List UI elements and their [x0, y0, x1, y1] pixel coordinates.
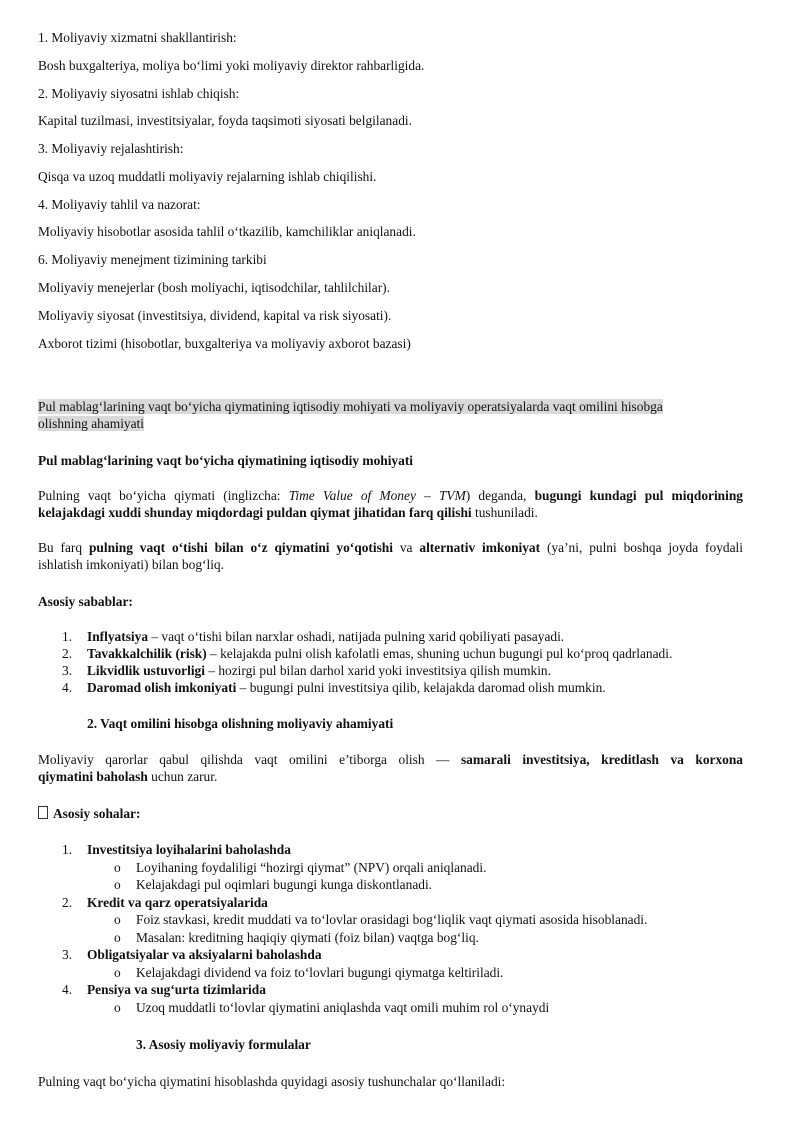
bullet-icon: o — [114, 1000, 121, 1015]
text-line: Bosh buxgalteriya, moliya bo‘limi yoki moliyaviy direktor rahbarligida. — [38, 58, 425, 73]
list-item: Obligatsiyalar va aksiyalarni baholashda — [87, 947, 322, 962]
bullet-icon: o — [114, 877, 121, 892]
text-line: 6. Moliyaviy menejment tizimining tarkibi — [38, 252, 267, 267]
highlighted-title-line1: Pul mablag‘larining vaqt bo‘yicha qiymatining iqtisodiy mohiyati va moliyaviy operatsiyalarda vaqt omilini hisobga — [38, 399, 663, 414]
section-heading: Pul mablag‘larining vaqt bo‘yicha qiymatining iqtisodiy mohiyati — [38, 453, 413, 468]
text-line: Moliyaviy menejerlar (bosh moliyachi, iqtisodchilar, tahlilchilar). — [38, 280, 390, 295]
list-item: Pensiya va sug‘urta tizimlarida — [87, 982, 266, 997]
highlighted-title-cont — [38, 415, 144, 432]
text-line: 2. Moliyaviy siyosatni ishlab chiqish: — [38, 86, 240, 101]
bullet-icon: o — [114, 912, 121, 927]
text-line: Axborot tizimi (hisobotlar, buxgalteriya va moliyaviy axborot bazasi) — [38, 336, 411, 351]
difference-paragraph: Bu farq pulning vaqt o‘tishi bilan o‘z qiymatini yo‘qotishi va alternativ imkoniyat (ya’ni, pulni boshqa joyda foydali — [38, 540, 743, 555]
text-line: Pulning vaqt bo‘yicha qiymatini hisoblashda quyidagi asosiy tushunchalar qo‘llaniladi: — [38, 1074, 506, 1089]
tvm-paragraph: Pulning vaqt bo‘yicha qiymati (inglizcha: Time Value of Money – TVM) deganda, bugungi kundagi pul miqdorining — [38, 488, 743, 503]
bullet-icon: o — [114, 965, 121, 980]
list-item: Kredit va qarz operatsiyalarida — [87, 895, 268, 910]
text-line: Kapital tuzilmasi, investitsiyalar, foyda taqsimoti siyosati belgilanadi. — [38, 113, 412, 128]
bullet-icon: o — [114, 860, 121, 875]
sub-list-item: Foiz stavkasi, kredit muddati va to‘lovlar orasidagi bog‘liqlik vaqt qiymati asosida hisoblanadi. — [136, 912, 648, 927]
list-item: Daromad olish imkoniyati – bugungi pulni investitsiya qilib, kelajakda daromad olish mumkin. — [87, 680, 606, 695]
list-number: 3. — [62, 663, 73, 678]
tvm-paragraph-cont: kelajakdagi xuddi shunday miqdordagi puldan qiymat jihatidan farq qilishi tushuniladi. — [38, 505, 538, 520]
section-heading: 3. Asosiy moliyaviy formulalar — [136, 1037, 311, 1052]
list-item: Inflyatsiya – vaqt o‘tishi bilan narxlar oshadi, natijada pulning xarid qobiliyati pasayadi. — [87, 629, 565, 644]
list-number: 1. — [62, 842, 73, 857]
bullet-icon: o — [114, 930, 121, 945]
text-line: Moliyaviy siyosat (investitsiya, dividend, kapital va risk siyosati). — [38, 308, 392, 323]
decision-paragraph-cont: qiymatini baholash uchun zarur. — [38, 769, 218, 784]
decision-paragraph: Moliyaviy qarorlar qabul qilishda vaqt omilini e’tiborga olish — samarali investitsiya, kreditlash va korxona — [38, 752, 743, 767]
list-item: Likvidlik ustuvorligi – hozirgi pul bilan darhol xarid yoki investitsiya qilish mumkin. — [87, 663, 551, 678]
highlighted-title-line2: olishning ahamiyati — [38, 416, 144, 431]
list-item: Tavakkalchilik (risk) – kelajakda pulni olish kafolatli emas, shuning uchun bugungi pul ko‘proq qadrlanadi. — [87, 646, 673, 661]
section-heading: 2. Vaqt omilini hisobga olishning moliyaviy ahamiyati — [87, 716, 394, 731]
text-line: 3. Moliyaviy rejalashtirish: — [38, 141, 184, 156]
sub-list-item: Kelajakdagi dividend va foiz to‘lovlari bugungi qiymatga keltiriladi. — [136, 965, 504, 980]
sub-list-item: Loyihaning foydaliligi “hozirgi qiymat” (NPV) orqali aniqlanadi. — [136, 860, 487, 875]
list-number: 2. — [62, 895, 73, 910]
list-number: 4. — [62, 982, 73, 997]
text-line: Moliyaviy hisobotlar asosida tahlil o‘tkazilib, kamchiliklar aniqlanadi. — [38, 224, 416, 239]
highlighted-title — [38, 398, 663, 415]
sub-list-item: Masalan: kreditning haqiqiy qiymati (foiz bilan) vaqtga bog‘liq. — [136, 930, 479, 945]
areas-heading: Asosiy sohalar: — [38, 805, 140, 822]
reasons-heading: Asosiy sabablar: — [38, 594, 133, 609]
sub-list-item: Kelajakdagi pul oqimlari bugungi kunga diskontlanadi. — [136, 877, 433, 892]
list-item: Investitsiya loyihalarini baholashda — [87, 842, 291, 857]
text-line: Qisqa va uzoq muddatli moliyaviy rejalarning ishlab chiqilishi. — [38, 169, 377, 184]
list-number: 2. — [62, 646, 73, 661]
text-line: 1. Moliyaviy xizmatni shakllantirish: — [38, 30, 237, 45]
missing-glyph-icon — [38, 806, 48, 819]
text-line: 4. Moliyaviy tahlil va nazorat: — [38, 197, 201, 212]
list-number: 1. — [62, 629, 73, 644]
list-number: 3. — [62, 947, 73, 962]
list-number: 4. — [62, 680, 73, 695]
sub-list-item: Uzoq muddatli to‘lovlar qiymatini aniqlashda vaqt omili muhim rol o‘ynaydi — [136, 1000, 550, 1015]
difference-paragraph-cont: ishlatish imkoniyati) bilan bog‘liq. — [38, 557, 224, 572]
